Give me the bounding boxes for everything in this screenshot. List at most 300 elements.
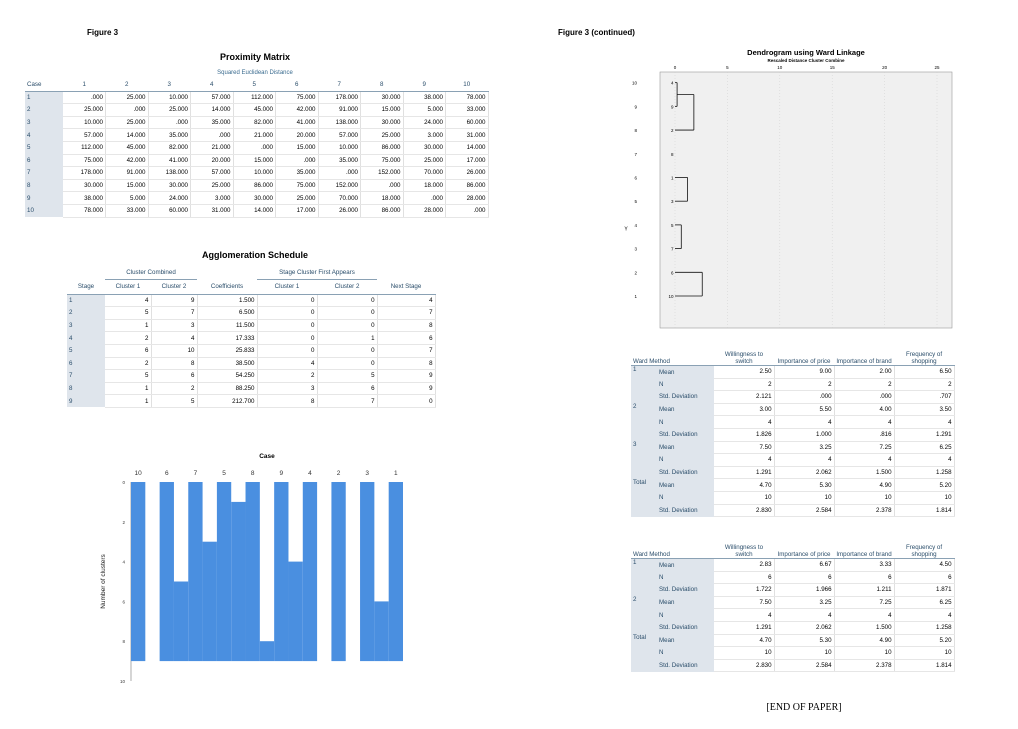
cell-value: 4 bbox=[834, 454, 894, 467]
cell-value: 2.378 bbox=[834, 504, 894, 517]
cell-value: 75.000 bbox=[276, 179, 319, 192]
cell-value: 10.000 bbox=[233, 167, 276, 180]
column-header: Next Stage bbox=[377, 279, 435, 294]
leaf-label: 9 bbox=[670, 104, 674, 110]
cell-value: 2.830 bbox=[714, 504, 774, 517]
cell-value: 10.000 bbox=[318, 141, 361, 154]
cell-value: 4.70 bbox=[714, 479, 774, 492]
cell-value: 8 bbox=[377, 319, 435, 332]
group-label: Total bbox=[631, 634, 657, 672]
cell-value: 6 bbox=[774, 571, 834, 584]
cell-value: 4 bbox=[105, 294, 151, 307]
stat-label: N bbox=[657, 609, 714, 622]
stat-label: Std. Deviation bbox=[657, 466, 714, 479]
cell-value: 1.871 bbox=[894, 584, 954, 597]
cell-value: 5 bbox=[105, 370, 151, 383]
group-header-row bbox=[67, 267, 435, 279]
table-row bbox=[631, 454, 954, 467]
cell-value: 4 bbox=[257, 357, 317, 370]
column-header: Importance of price bbox=[774, 538, 834, 559]
table-row bbox=[25, 154, 488, 167]
blank-header bbox=[197, 267, 257, 279]
cell-value: 10 bbox=[894, 647, 954, 660]
cell-value: 30.000 bbox=[361, 91, 404, 104]
cell-value: 6.25 bbox=[894, 441, 954, 454]
join-bar bbox=[260, 641, 274, 661]
agglomeration-title: Agglomeration Schedule bbox=[201, 250, 308, 260]
cell-value: 18.000 bbox=[403, 179, 446, 192]
cell-value: 1 bbox=[105, 319, 151, 332]
cell-value: 4.90 bbox=[834, 479, 894, 492]
cell-value: 10 bbox=[714, 647, 774, 660]
cell-value: 1.291 bbox=[714, 466, 774, 479]
stage-label: 1 bbox=[67, 294, 105, 307]
cell-value: 25.833 bbox=[197, 344, 257, 357]
cell-value: 33.000 bbox=[106, 204, 149, 217]
table-row bbox=[25, 179, 488, 192]
cell-value: 75.000 bbox=[276, 91, 319, 104]
case-bar bbox=[160, 482, 174, 661]
cell-value: 7.50 bbox=[714, 441, 774, 454]
cell-value: 4 bbox=[774, 609, 834, 622]
cell-value: 33.000 bbox=[446, 104, 489, 117]
table-row bbox=[631, 504, 954, 517]
cell-value: 1.500 bbox=[197, 294, 257, 307]
x-tick-label: 25 bbox=[934, 65, 940, 70]
corner-label: Ward Method bbox=[631, 538, 714, 559]
cell-value: 3.25 bbox=[774, 441, 834, 454]
cell-value: 86.000 bbox=[361, 204, 404, 217]
cell-value: 5.20 bbox=[894, 634, 954, 647]
left-row-label: 2 bbox=[634, 270, 637, 276]
y-axis-label: Number of clusters bbox=[100, 554, 107, 609]
group-label: 1 bbox=[631, 559, 657, 597]
cell-value: 5 bbox=[317, 370, 377, 383]
cell-value: 91.000 bbox=[106, 167, 149, 180]
cell-value: 1 bbox=[105, 382, 151, 395]
cell-value: 152.000 bbox=[361, 167, 404, 180]
cell-value: 8 bbox=[257, 395, 317, 408]
column-header: Stage bbox=[67, 279, 105, 294]
cell-value: 60.000 bbox=[446, 116, 489, 129]
cell-value: 41.000 bbox=[276, 116, 319, 129]
cell-value: 138.000 bbox=[148, 167, 191, 180]
case-bar bbox=[303, 482, 317, 661]
table-row bbox=[631, 596, 954, 609]
cell-value: 112.000 bbox=[233, 91, 276, 104]
stat-label: Std. Deviation bbox=[657, 428, 714, 441]
left-row-label: 8 bbox=[634, 128, 637, 134]
stat-label: N bbox=[657, 454, 714, 467]
cell-value: 2.830 bbox=[714, 659, 774, 672]
row-label: 10 bbox=[25, 204, 63, 217]
column-header: 1 bbox=[63, 79, 106, 91]
cell-value: 25.000 bbox=[403, 154, 446, 167]
cell-value: 1.722 bbox=[714, 584, 774, 597]
header-row bbox=[25, 79, 488, 91]
table-row bbox=[67, 307, 435, 320]
cell-value: 11.500 bbox=[197, 319, 257, 332]
left-row-label: 5 bbox=[634, 199, 637, 205]
leaf-label: 1 bbox=[670, 175, 674, 181]
column-header: 2 bbox=[106, 79, 149, 91]
table-row bbox=[631, 659, 954, 672]
cell-value: 6.67 bbox=[774, 559, 834, 572]
cell-value: 5.50 bbox=[774, 403, 834, 416]
cell-value: 17.333 bbox=[197, 332, 257, 345]
blank-header bbox=[67, 267, 105, 279]
cell-value: 1.814 bbox=[894, 504, 954, 517]
cell-value: 7.50 bbox=[714, 596, 774, 609]
stat-label: Mean bbox=[657, 559, 714, 572]
left-row-label: 7 bbox=[634, 151, 637, 157]
stat-label: N bbox=[657, 491, 714, 504]
cell-value: 9.00 bbox=[774, 366, 834, 379]
column-header: Importance of price bbox=[774, 345, 834, 366]
cell-value: 26.000 bbox=[318, 204, 361, 217]
y-tick-label: 2 bbox=[122, 519, 125, 525]
left-row-label: 3 bbox=[634, 246, 637, 252]
cell-value: 30.000 bbox=[233, 192, 276, 205]
cell-value: 0 bbox=[377, 395, 435, 408]
cell-value: 18.000 bbox=[361, 192, 404, 205]
stat-label: Std. Deviation bbox=[657, 659, 714, 672]
column-header: Willingness to switch bbox=[714, 345, 774, 366]
column-header: 7 bbox=[318, 79, 361, 91]
cell-value: 6 bbox=[377, 332, 435, 345]
dendrogram bbox=[609, 46, 959, 331]
cell-value: 30.000 bbox=[361, 116, 404, 129]
y-tick-label: 8 bbox=[122, 639, 125, 645]
table-row bbox=[631, 441, 954, 454]
column-header: Importance of brand bbox=[834, 538, 894, 559]
cell-value: 2.378 bbox=[834, 659, 894, 672]
column-header: 6 bbox=[276, 79, 319, 91]
corner-label: Ward Method bbox=[631, 345, 714, 366]
cell-value: 25.000 bbox=[63, 104, 106, 117]
cell-value: 2 bbox=[834, 378, 894, 391]
cell-value: 1.211 bbox=[834, 584, 894, 597]
column-header: Importance of brand bbox=[834, 345, 894, 366]
proximity-subtitle: Squared Euclidean Distance bbox=[217, 70, 293, 76]
y-tick-label: 0 bbox=[122, 480, 125, 485]
cell-value: 57.000 bbox=[63, 129, 106, 142]
cell-value: 2 bbox=[714, 378, 774, 391]
case-bar bbox=[188, 482, 202, 661]
x-tick-label: 5 bbox=[726, 65, 729, 70]
cell-value: .707 bbox=[894, 391, 954, 404]
cell-value: 57.000 bbox=[191, 91, 234, 104]
case-tick-label: 4 bbox=[308, 470, 312, 477]
join-bar bbox=[231, 502, 245, 661]
cell-value: 42.000 bbox=[276, 104, 319, 117]
cell-value: 35.000 bbox=[148, 129, 191, 142]
left-row-label: 4 bbox=[634, 222, 637, 228]
leaf-label: 3 bbox=[670, 199, 674, 205]
cell-value: 4 bbox=[377, 294, 435, 307]
cell-value: .000 bbox=[361, 179, 404, 192]
cell-value: 178.000 bbox=[318, 91, 361, 104]
column-header: 10 bbox=[446, 79, 489, 91]
cell-value: 6 bbox=[894, 571, 954, 584]
stat-label: Mean bbox=[657, 441, 714, 454]
table-row bbox=[25, 104, 488, 117]
column-header: 3 bbox=[148, 79, 191, 91]
table-row bbox=[67, 395, 435, 408]
cell-value: 70.000 bbox=[318, 192, 361, 205]
join-bar bbox=[174, 582, 188, 662]
cell-value: 3.50 bbox=[894, 403, 954, 416]
end-of-paper: [END OF PAPER] bbox=[766, 702, 842, 713]
leaf-label: 7 bbox=[670, 246, 674, 252]
stat-label: Mean bbox=[657, 479, 714, 492]
stage-label: 3 bbox=[67, 319, 105, 332]
leaf-label: 10 bbox=[668, 294, 674, 299]
cell-value: 7.25 bbox=[834, 441, 894, 454]
cell-value: 7 bbox=[377, 344, 435, 357]
table-row bbox=[631, 479, 954, 492]
cell-value: 60.000 bbox=[148, 204, 191, 217]
table-row bbox=[631, 428, 954, 441]
cell-value: 8 bbox=[377, 357, 435, 370]
row-label: 5 bbox=[25, 141, 63, 154]
left-row-label: 9 bbox=[634, 104, 637, 110]
stat-label: N bbox=[657, 378, 714, 391]
figure-label-continued: Figure 3 (continued) bbox=[558, 28, 635, 37]
cell-value: 10 bbox=[834, 647, 894, 660]
cell-value: 30.000 bbox=[148, 179, 191, 192]
column-header: 4 bbox=[191, 79, 234, 91]
cell-value: 70.000 bbox=[403, 167, 446, 180]
column-header: Frequency of shopping bbox=[894, 538, 954, 559]
case-bar bbox=[131, 482, 145, 661]
cell-value: 86.000 bbox=[233, 179, 276, 192]
cell-value: 7.25 bbox=[834, 596, 894, 609]
cell-value: 10 bbox=[151, 344, 197, 357]
left-row-label: 1 bbox=[634, 294, 637, 299]
cell-value: 0 bbox=[257, 319, 317, 332]
cell-value: 138.000 bbox=[318, 116, 361, 129]
table-row bbox=[631, 491, 954, 504]
cell-value: 14.000 bbox=[446, 141, 489, 154]
cell-value: 20.000 bbox=[276, 129, 319, 142]
cell-value: 4 bbox=[894, 454, 954, 467]
cell-value: 1.814 bbox=[894, 659, 954, 672]
cell-value: .816 bbox=[834, 428, 894, 441]
stage-first-appears-header: Stage Cluster First Appears bbox=[257, 267, 377, 279]
case-tick-label: 6 bbox=[164, 470, 169, 477]
cell-value: 9 bbox=[377, 382, 435, 395]
cell-value: 3.000 bbox=[403, 129, 446, 142]
cell-value: 112.000 bbox=[63, 141, 106, 154]
cell-value: 2.83 bbox=[714, 559, 774, 572]
table-row bbox=[25, 91, 488, 104]
y-axis-label: Y bbox=[624, 226, 628, 233]
row-label: 3 bbox=[25, 116, 63, 129]
cell-value: .000 bbox=[276, 154, 319, 167]
x-tick-label: 0 bbox=[673, 65, 677, 70]
table-row bbox=[631, 391, 954, 404]
table-row bbox=[631, 559, 954, 572]
table-row bbox=[631, 466, 954, 479]
agglomeration-table bbox=[67, 267, 436, 408]
stat-label: Mean bbox=[657, 596, 714, 609]
leaf-label: 6 bbox=[670, 270, 674, 276]
row-label: 7 bbox=[25, 167, 63, 180]
cell-value: 2 bbox=[105, 332, 151, 345]
right-page bbox=[509, 0, 1018, 729]
cell-value: 1.291 bbox=[714, 621, 774, 634]
table-row bbox=[25, 204, 488, 217]
cell-value: 14.000 bbox=[106, 129, 149, 142]
table-row bbox=[67, 332, 435, 345]
cell-value: .000 bbox=[318, 167, 361, 180]
cell-value: 2 bbox=[105, 357, 151, 370]
cell-value: 10.000 bbox=[148, 91, 191, 104]
cell-value: 4 bbox=[714, 609, 774, 622]
cell-value: 14.000 bbox=[191, 104, 234, 117]
cell-value: 6 bbox=[317, 382, 377, 395]
case-bar bbox=[217, 482, 231, 661]
leaf-label: 2 bbox=[670, 128, 674, 134]
cell-value: 0 bbox=[317, 319, 377, 332]
cell-value: 1.826 bbox=[714, 428, 774, 441]
cell-value: .000 bbox=[446, 204, 489, 217]
cell-value: 4.50 bbox=[894, 559, 954, 572]
case-tick-label: 9 bbox=[279, 470, 284, 477]
column-header: Cluster 2 bbox=[151, 279, 197, 294]
cell-value: 9 bbox=[151, 294, 197, 307]
cell-value: 2 bbox=[894, 378, 954, 391]
cell-value: 41.000 bbox=[148, 154, 191, 167]
cell-value: 88.250 bbox=[197, 382, 257, 395]
cell-value: 7 bbox=[377, 307, 435, 320]
cell-value: 3 bbox=[257, 382, 317, 395]
stat-label: Std. Deviation bbox=[657, 621, 714, 634]
case-bar bbox=[389, 482, 403, 661]
cell-value: 24.000 bbox=[148, 192, 191, 205]
cell-value: 2.50 bbox=[714, 366, 774, 379]
cell-value: 82.000 bbox=[148, 141, 191, 154]
table-row bbox=[67, 357, 435, 370]
header-row bbox=[631, 538, 954, 559]
cell-value: 4 bbox=[834, 416, 894, 429]
proximity-title: Proximity Matrix bbox=[219, 52, 291, 62]
cell-value: 1.258 bbox=[894, 466, 954, 479]
table-row bbox=[631, 584, 954, 597]
cell-value: 3.000 bbox=[191, 192, 234, 205]
cell-value: 4 bbox=[714, 454, 774, 467]
table-row bbox=[25, 141, 488, 154]
cell-value: 0 bbox=[257, 332, 317, 345]
cell-value: 0 bbox=[317, 307, 377, 320]
case-tick-label: 3 bbox=[365, 470, 370, 477]
leaf-label: 4 bbox=[670, 80, 674, 86]
row-label: 2 bbox=[25, 104, 63, 117]
cell-value: 1.966 bbox=[774, 584, 834, 597]
cell-value: 15.000 bbox=[106, 179, 149, 192]
cell-value: 1 bbox=[317, 332, 377, 345]
stat-label: N bbox=[657, 416, 714, 429]
cell-value: 3.33 bbox=[834, 559, 894, 572]
blank-header bbox=[377, 267, 435, 279]
cell-value: 1.500 bbox=[834, 466, 894, 479]
cell-value: .000 bbox=[233, 141, 276, 154]
column-header: 8 bbox=[361, 79, 404, 91]
stat-label: Mean bbox=[657, 366, 714, 379]
cell-value: 8 bbox=[151, 357, 197, 370]
join-bar bbox=[203, 542, 217, 661]
table-row bbox=[67, 319, 435, 332]
cell-value: 0 bbox=[317, 294, 377, 307]
table-row bbox=[67, 294, 435, 307]
cell-value: 3 bbox=[151, 319, 197, 332]
cell-value: 15.000 bbox=[361, 104, 404, 117]
cell-value: 1.291 bbox=[894, 428, 954, 441]
table-row bbox=[25, 192, 488, 205]
cell-value: 0 bbox=[257, 307, 317, 320]
dendrogram-frame bbox=[660, 72, 952, 328]
cell-value: .000 bbox=[834, 391, 894, 404]
y-tick-label: 4 bbox=[122, 559, 125, 565]
cell-value: 31.000 bbox=[191, 204, 234, 217]
cell-value: 4 bbox=[151, 332, 197, 345]
cell-value: 6 bbox=[714, 571, 774, 584]
cell-value: 6 bbox=[834, 571, 894, 584]
cell-value: 2 bbox=[257, 370, 317, 383]
column-header: Cluster 1 bbox=[257, 279, 317, 294]
column-header: Willingness to switch bbox=[714, 538, 774, 559]
column-header: Coefficients bbox=[197, 279, 257, 294]
cell-value: 38.000 bbox=[63, 192, 106, 205]
cell-value: 5.30 bbox=[774, 479, 834, 492]
cell-value: 4.70 bbox=[714, 634, 774, 647]
case-bar bbox=[360, 482, 374, 661]
cell-value: 25.000 bbox=[191, 179, 234, 192]
cell-value: 5.20 bbox=[894, 479, 954, 492]
cell-value: 4 bbox=[834, 609, 894, 622]
case-tick-label: 5 bbox=[222, 470, 226, 477]
cell-value: 2 bbox=[151, 382, 197, 395]
cell-value: 24.000 bbox=[403, 116, 446, 129]
cell-value: 5.000 bbox=[106, 192, 149, 205]
cell-value: 25.000 bbox=[148, 104, 191, 117]
cell-value: 6 bbox=[151, 370, 197, 383]
cluster3-descriptives-table bbox=[631, 345, 955, 517]
cell-value: .000 bbox=[106, 104, 149, 117]
table-row bbox=[67, 370, 435, 383]
left-row-label: 6 bbox=[634, 175, 637, 181]
cell-value: 0 bbox=[317, 357, 377, 370]
cell-value: 30.000 bbox=[403, 141, 446, 154]
case-bar bbox=[331, 482, 345, 661]
cell-value: 4 bbox=[894, 609, 954, 622]
case-bar bbox=[246, 482, 260, 661]
cell-value: 9 bbox=[377, 370, 435, 383]
cell-value: 15.000 bbox=[233, 154, 276, 167]
cell-value: 78.000 bbox=[446, 91, 489, 104]
cell-value: 2.584 bbox=[774, 504, 834, 517]
table-row bbox=[631, 416, 954, 429]
cell-value: 4 bbox=[774, 416, 834, 429]
leaf-label: 5 bbox=[670, 222, 674, 228]
leaf-label: 8 bbox=[670, 151, 674, 157]
cell-value: 4 bbox=[714, 416, 774, 429]
cell-value: 5 bbox=[151, 395, 197, 408]
cell-value: 54.250 bbox=[197, 370, 257, 383]
header-row bbox=[67, 279, 435, 294]
cell-value: 1 bbox=[105, 395, 151, 408]
